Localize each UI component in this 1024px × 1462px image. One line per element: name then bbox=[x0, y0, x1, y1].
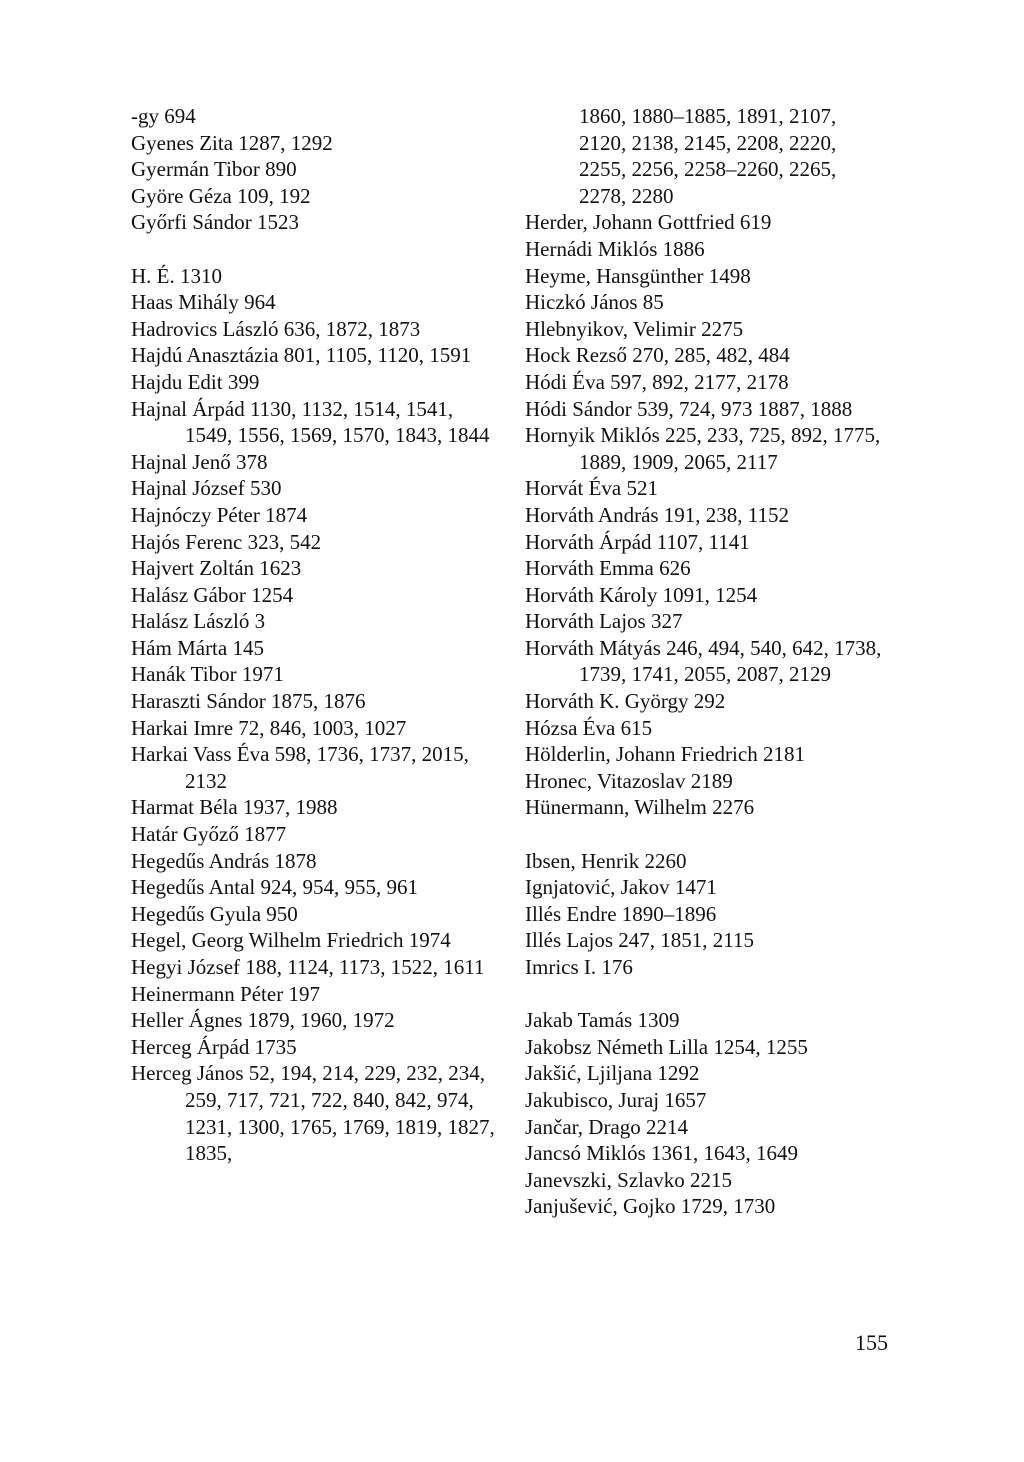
index-entry: Herder, Johann Gottfried 619 bbox=[525, 210, 772, 235]
index-entry: Jakšić, Ljiljana 1292 bbox=[525, 1061, 700, 1086]
index-entry: Hajvert Zoltán 1623 bbox=[131, 556, 302, 581]
index-entry: Gyermán Tibor 890 bbox=[131, 157, 297, 182]
index-entry: Hlebnyikov, Velimir 2275 bbox=[525, 316, 744, 341]
index-entry: Haas Mihály 964 bbox=[131, 290, 276, 315]
index-entry: Illés Endre 1890–1896 bbox=[525, 901, 717, 926]
index-entry: Hajnal Árpád 1130, 1132, 1514, 1541, 1549, 1556, 1569, 1570, 1843, 1844 bbox=[131, 396, 490, 448]
index-entry: Jakubisco, Juraj 1657 bbox=[525, 1087, 707, 1112]
index-entry: Herceg János 52, 194, 214, 229, 232, 234, 259, 717, 721, 722, 840, 842, 974, 1231, 1300, 1765, 1769, 1819, 1827, 1835, bbox=[131, 1061, 495, 1166]
index-entry: Hiczkó János 85 bbox=[525, 290, 664, 315]
index-entry: Hronec, Vitazoslav 2189 bbox=[525, 768, 733, 793]
index-entry: Hegel, Georg Wilhelm Friedrich 1974 bbox=[131, 928, 451, 953]
index-entry: Jancsó Miklós 1361, 1643, 1649 bbox=[525, 1141, 798, 1166]
index-entry: Hornyik Miklós 225, 233, 725, 892, 1775, 1889, 1909, 2065, 2117 bbox=[525, 423, 881, 474]
index-entry: Jakobsz Németh Lilla 1254, 1255 bbox=[525, 1034, 808, 1059]
index-entry: Hajós Ferenc 323, 542 bbox=[131, 529, 322, 554]
index-entry: Hám Márta 145 bbox=[131, 635, 264, 660]
index-entry: Heinermann Péter 197 bbox=[131, 981, 320, 1006]
index-entry: Hódi Éva 597, 892, 2177, 2178 bbox=[525, 369, 789, 394]
index-entry: Hódi Sándor 539, 724, 973 1887, 1888 bbox=[525, 396, 853, 421]
index-entry: Janjušević, Gojko 1729, 1730 bbox=[525, 1194, 776, 1219]
index-column-left bbox=[131, 103, 496, 1167]
index-entry: Jakab Tamás 1309 bbox=[525, 1008, 680, 1033]
index-entry: Harkai Vass Éva 598, 1736, 1737, 2015, 2132 bbox=[131, 742, 469, 793]
index-entry: Hajdú Anasztázia 801, 1105, 1120, 1591 bbox=[131, 343, 472, 368]
index-entry: Hünermann, Wilhelm 2276 bbox=[525, 795, 755, 820]
index-entry: Győrfi Sándor 1523 bbox=[131, 210, 299, 235]
index-entry: Haraszti Sándor 1875, 1876 bbox=[131, 689, 366, 714]
index-entry: -gy 694 bbox=[131, 104, 196, 128]
index-entry: Hajnal József 530 bbox=[131, 476, 282, 501]
index-entry: Horváth Mátyás 246, 494, 540, 642, 1738, 1739, 1741, 2055, 2087, 2129 bbox=[525, 635, 882, 687]
index-entry: Hernádi Miklós 1886 bbox=[525, 236, 705, 261]
page-number: 155 bbox=[855, 1330, 888, 1355]
letter-section-gap bbox=[131, 236, 496, 263]
index-entry: Hölderlin, Johann Friedrich 2181 bbox=[525, 742, 805, 767]
letter-section-gap bbox=[525, 981, 885, 1008]
index-entry: Hegedűs Gyula 950 bbox=[131, 901, 298, 926]
index-entry: Határ Győző 1877 bbox=[131, 822, 287, 847]
index-entry: Hózsa Éva 615 bbox=[525, 715, 653, 740]
index-entry: Heyme, Hansgünther 1498 bbox=[525, 263, 751, 288]
index-entry: Heller Ágnes 1879, 1960, 1972 bbox=[131, 1008, 395, 1033]
index-entry: Horvát Éva 521 bbox=[525, 476, 658, 501]
index-entry: Horváth K. György 292 bbox=[525, 689, 726, 714]
index-entry: Imrics I. 176 bbox=[525, 955, 633, 979]
index-entry: Horváth Lajos 327 bbox=[525, 609, 683, 634]
index-entry: Horváth Emma 626 bbox=[525, 556, 691, 581]
letter-section-gap bbox=[525, 821, 885, 848]
index-column-right bbox=[525, 103, 885, 1220]
index-entry: Horváth Árpád 1107, 1141 bbox=[525, 529, 750, 554]
index-entry: Jančar, Drago 2214 bbox=[525, 1114, 689, 1139]
index-entry: Herceg Árpád 1735 bbox=[131, 1034, 297, 1059]
index-entry: Janevszki, Szlavko 2215 bbox=[525, 1167, 733, 1192]
index-entry: Ibsen, Henrik 2260 bbox=[525, 848, 687, 873]
index-entry-continuation: 1860, 1880–1885, 1891, 2107, 2120, 2138, 2145, 2208, 2220, 2255, 2256, 2258–2260, 2265, 2278, 2280 bbox=[579, 104, 837, 208]
index-entry: Horváth András 191, 238, 1152 bbox=[525, 502, 790, 527]
index-entry: Hajnal Jenő 378 bbox=[131, 449, 268, 474]
index-entry: Hadrovics László 636, 1872, 1873 bbox=[131, 316, 421, 341]
index-entry: Harmat Béla 1937, 1988 bbox=[131, 795, 338, 820]
index-entry: Hanák Tibor 1971 bbox=[131, 662, 284, 687]
index-entry: Gyenes Zita 1287, 1292 bbox=[131, 130, 333, 155]
index-entry: Hock Rezső 270, 285, 482, 484 bbox=[525, 343, 790, 368]
index-entry: Horváth Károly 1091, 1254 bbox=[525, 582, 758, 607]
index-entry: Hegedűs Antal 924, 954, 955, 961 bbox=[131, 875, 418, 900]
index-entry: Györe Géza 109, 192 bbox=[131, 183, 311, 208]
index-entry: Harkai Imre 72, 846, 1003, 1027 bbox=[131, 715, 407, 740]
index-entry: Hegyi József 188, 1124, 1173, 1522, 1611 bbox=[131, 955, 485, 979]
index-entry: Hajnóczy Péter 1874 bbox=[131, 502, 308, 527]
index-entry: Hegedűs András 1878 bbox=[131, 848, 317, 873]
index-entry: Ignjatović, Jakov 1471 bbox=[525, 875, 717, 900]
index-entry: H. É. 1310 bbox=[131, 263, 222, 288]
index-entry: Hajdu Edit 399 bbox=[131, 369, 260, 394]
index-entry: Illés Lajos 247, 1851, 2115 bbox=[525, 928, 755, 953]
index-entry: Halász Gábor 1254 bbox=[131, 582, 294, 607]
index-entry: Halász László 3 bbox=[131, 609, 266, 634]
